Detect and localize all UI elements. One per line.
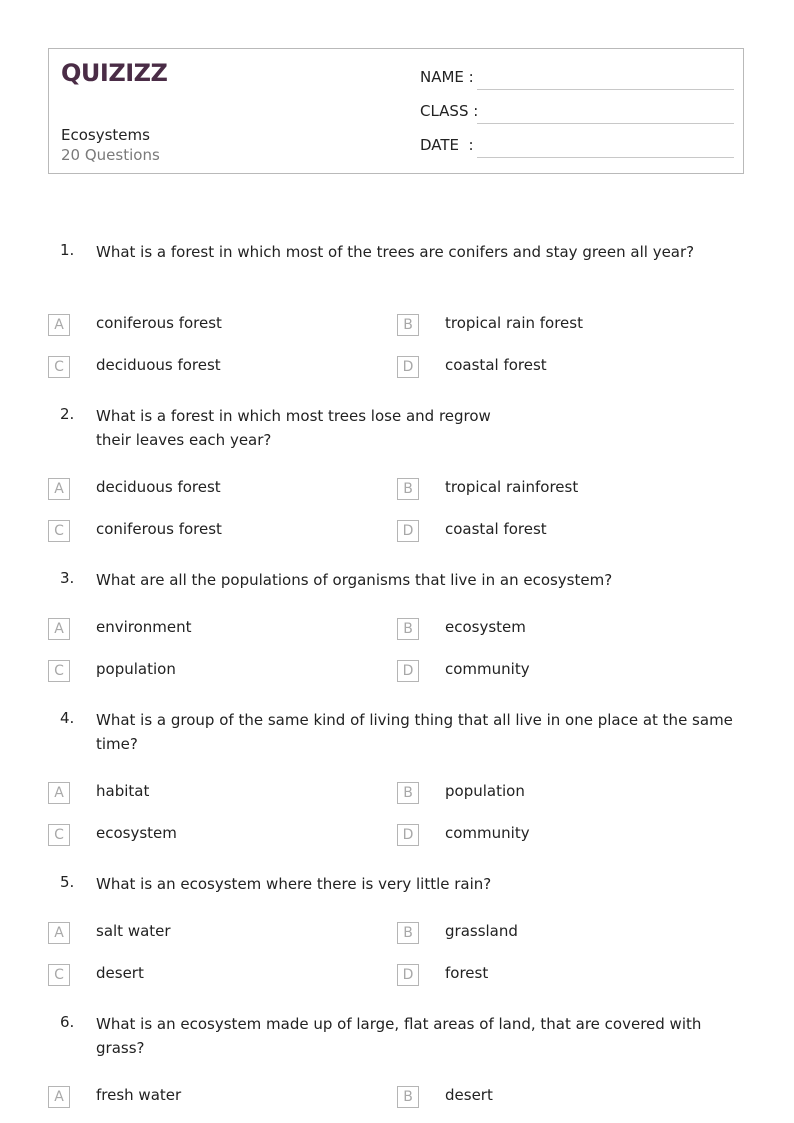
option-c-box[interactable]: C [48, 824, 70, 846]
question-number: 4. [60, 709, 75, 727]
question-text: What is a group of the same kind of living thing that all live in one place at the same time? [96, 711, 733, 753]
option-d-box[interactable]: D [397, 520, 419, 542]
option-c-box[interactable]: C [48, 964, 70, 986]
option-d-box[interactable]: D [397, 964, 419, 986]
option-d-box[interactable]: D [397, 356, 419, 378]
option-d-text: coastal forest [445, 520, 547, 538]
question-number: 6. [60, 1013, 75, 1031]
question-number: 3. [60, 569, 75, 587]
option-b-text: desert [445, 1086, 493, 1104]
question-count: 20 Questions [61, 146, 160, 164]
option-b-box[interactable]: B [397, 618, 419, 640]
option-a-text: salt water [96, 922, 171, 940]
option-b-box[interactable]: B [397, 922, 419, 944]
question-number: 5. [60, 873, 75, 891]
option-b-box[interactable]: B [397, 1086, 419, 1108]
option-b-text: tropical rainforest [445, 478, 579, 496]
option-a-box[interactable]: A [48, 782, 70, 804]
option-c-box[interactable]: C [48, 660, 70, 682]
quizizz-logo: QUIZIZZ [61, 59, 168, 87]
question-number: 2. [60, 405, 75, 423]
option-c-text: population [96, 660, 176, 678]
question-text: What is a forest in which most of the trees are conifers and stay green all year? [96, 243, 695, 261]
option-a-box[interactable]: A [48, 478, 70, 500]
option-d-box[interactable]: D [397, 824, 419, 846]
option-d-text: community [445, 824, 530, 842]
option-d-text: coastal forest [445, 356, 547, 374]
option-d-text: forest [445, 964, 489, 982]
option-b-text: population [445, 782, 525, 800]
question-text: What are all the populations of organisms that live in an ecosystem? [96, 571, 613, 589]
name-label: NAME : [420, 68, 474, 86]
option-c-box[interactable]: C [48, 520, 70, 542]
option-c-text: desert [96, 964, 144, 982]
option-c-text: ecosystem [96, 824, 177, 842]
question-text: What is a forest in which most trees lose and regrow their leaves each year? [96, 407, 491, 449]
option-d-box[interactable]: D [397, 660, 419, 682]
option-a-text: deciduous forest [96, 478, 221, 496]
class-line[interactable] [477, 123, 734, 124]
option-c-box[interactable]: C [48, 356, 70, 378]
worksheet-title: Ecosystems [61, 126, 150, 144]
option-a-text: fresh water [96, 1086, 182, 1104]
worksheet-header [48, 48, 744, 174]
option-b-text: ecosystem [445, 618, 526, 636]
name-line[interactable] [477, 89, 734, 90]
option-a-text: habitat [96, 782, 150, 800]
class-field[interactable] [420, 102, 734, 124]
option-b-box[interactable]: B [397, 478, 419, 500]
question-number: 1. [60, 241, 75, 259]
option-a-text: environment [96, 618, 192, 636]
date-field[interactable] [420, 136, 734, 158]
option-c-text: coniferous forest [96, 520, 222, 538]
class-label: CLASS : [420, 102, 479, 120]
option-b-text: tropical rain forest [445, 314, 583, 332]
name-field[interactable] [420, 68, 734, 90]
question-text: What is an ecosystem where there is very little rain? [96, 875, 492, 893]
option-a-box[interactable]: A [48, 618, 70, 640]
option-b-text: grassland [445, 922, 518, 940]
option-c-text: deciduous forest [96, 356, 221, 374]
option-b-box[interactable]: B [397, 314, 419, 336]
option-a-box[interactable]: A [48, 314, 70, 336]
date-label: DATE : [420, 136, 474, 154]
option-a-box[interactable]: A [48, 1086, 70, 1108]
option-a-box[interactable]: A [48, 922, 70, 944]
option-d-text: community [445, 660, 530, 678]
option-a-text: coniferous forest [96, 314, 222, 332]
question-text: What is an ecosystem made up of large, flat areas of land, that are covered with grass? [96, 1015, 702, 1057]
option-b-box[interactable]: B [397, 782, 419, 804]
date-line[interactable] [477, 157, 734, 158]
